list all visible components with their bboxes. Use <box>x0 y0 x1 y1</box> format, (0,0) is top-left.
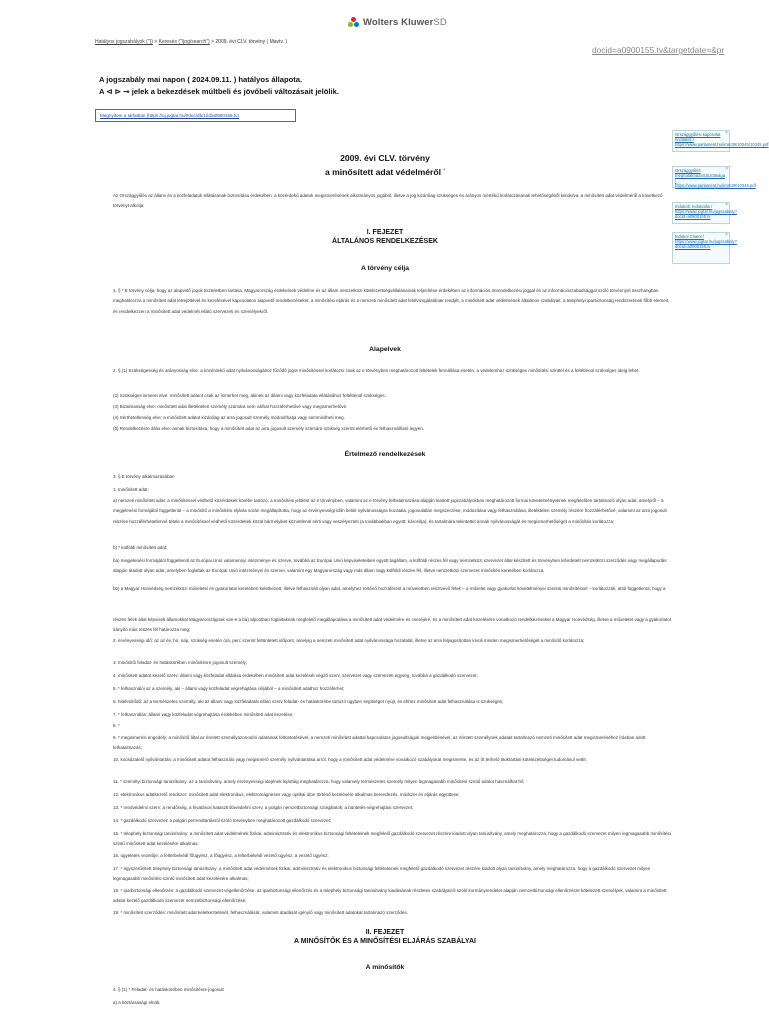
definition-1ba: ba) megjelenési formájától függetlenül az Európai Unió valamennyi intézménye és szerve, továbbá az Európai Unió képviseleteiben együtt tagállam, a külföldi részes fél vagy nemzetközi szervezet által készített és törvényben kihirdetett nemzetközi szerződés vagy megállapodás alapján átadott olyan adat, amelyben foglaltak az Európai Unió intézményei és szervei, valamint egy Magyarország vagy más állam vagy külföldi részes fél, illetve nemzetközi szervezet minősítés keretében korlátozza, <box>113 558 667 574</box>
state-line-2: A ⊲ ⊳ ⊸ jelek a bekezdések múltbeli és jövőbeli változásait jelölik. <box>99 87 339 96</box>
definition-1bb-cont: részes felek által képviselt államokkal Magyarországnak van-e a ba) alpontban foglaltaknak megfelelő megállapodása a minősített adat védelmére és cseréjére, és a minősített adat kezelésére vonatkozó rendelkezéseket a Magyar Honvédség, illetve a műveletet vagy a gyakorlatot irányító más részes fél határozza meg; <box>113 617 672 633</box>
definition-15: 15. * telephely biztonsági tanúsítvány: a minősített adat védelmének fizikai, adminisztratív és elektronikus biztonsági feltételeinek megfelelő gazdálkodó szervezet részére kiadott olyan tanúsítvány, amely meghatározza, hogy a gazdálkodó szervezet milyen legmagasabb minősítési szintű minősített adat kezelésére alkalmas; <box>113 831 671 847</box>
paragraph-2-item: (5) Rendelkezésre állás elve: annak biztosítása, hogy a minősített adat az arra jogosult személy számára szükség szerint elérhető és felhasználható legyen. <box>113 426 425 431</box>
paragraph-2-item: (2) Szükséges ismeret elve: minősített adatot csak az ismerhet meg, akinek az állami vagy közfeladata ellátásához feltétlenül szükséges. <box>113 393 386 398</box>
close-icon[interactable]: × <box>725 232 728 238</box>
law-title-subject: a minősített adat védelméről <box>324 166 442 177</box>
definition-17: 17. * egyszerűsített telephely biztonsági tanúsítvány: a minősített adat védelmének fizikai, adminisztratív és elektronikus biztonsági feltételeinek megfelelő gazdálkodó szervezet részére kiadott olyan tanúsítvány, amely meghatározza, hogy a gazdálkodó szervezet milyen legmagasabb minősítési szintű minősített adat kezelésére alkalmas; <box>113 866 651 882</box>
side-note-text: Országgyűlés meghatalmazott bizottsága / https://www.parlament.hu/irom39/10345.pdf <box>675 168 756 188</box>
close-icon[interactable]: × <box>725 130 728 136</box>
docid-link[interactable]: docid=a0900155.tv&targetdate=&pr <box>592 45 725 55</box>
definition-1bb: bb) a Magyar Honvédség nemzetközi műveletei és gyakorlatai keretében keletkezett, illetve felhasznált olyan adat, amelyhez történő hozzáférést a műveletben résztvevő felek – a művelet vagy gyakorlat követelményei szerinti minősítéssel – korlátozzák, attól függetlenül, hogy a <box>113 586 666 591</box>
definition-2: 2. érvényességi idő: az az év, hó, nap, szükség esetén óra, perc szerint feltüntetett időpont, amelyig a nemzeti minősített adat nyilvánossága hozatalát, illetve az arra feljogosítottan kívüli minden megismerhetőségét a minősítő korlátozza; <box>113 638 585 643</box>
section-heading-cel: A törvény célja <box>360 265 410 272</box>
side-note-text: Indokolt: Indokolás / https://www.jogtar.hu/jogszabaly?docid=a0900155.tv <box>675 204 737 219</box>
breadcrumb-sep: > <box>211 39 215 45</box>
breadcrumb-item-kereses[interactable]: Keresés ("/jog/search") <box>158 39 210 45</box>
definition-1b: b) * külföldi minősített adat: <box>113 545 168 550</box>
chapter-1-number: I. FEJEZET <box>366 229 404 236</box>
definition-6: 6. hitelesítődő: az a természetes személy, aki az állami vagy közfeladatát ellátó szerv feladat- és hatáskörébe tartozó ügyben segítséget nyújt, és ehhez minősített adat felhasználása is szükséges; <box>113 699 504 704</box>
definition-11: 11. * személyi biztonsági tanúsítvány: az a tanúsítvány, amely érvényességi idejének lejártáig meghatározza, hogy valamely természetes személy milyen legmagasabb minősítési szintű adatot használhat fel; <box>113 779 525 784</box>
footnote-mark[interactable]: * <box>443 167 445 172</box>
law-title-line-2 <box>95 164 675 178</box>
wolters-kluwer-logo-icon <box>348 17 359 28</box>
side-note-text: Országgyűlési kapcsolat hivatalos / https://www.parlament.hu/irom39/10345/10345.pdf <box>675 132 769 147</box>
paragraph-2-item: (4) Sérthetetlenség elve: a minősített adatot kizárólag az arra jogosult személy módosíthatja vagy semmisítheti meg. <box>113 415 345 420</box>
definition-7: 7. * felhasználás: állami vagy közfeladat végrehajtása érdekében minősített adat kezelése; <box>113 712 294 717</box>
side-note-3[interactable] <box>672 202 737 224</box>
brand-logo[interactable] <box>348 17 447 28</box>
definition-9: 9. * megismerési engedély: a minősítő által az érintett személyazonosító adatainak feltüntetésével, a nemzeti minősített adattal kapcsolatos jogosultságok megjelölésével, az érintett személynek adatait tartalmazó nemzeti minősített adat megismeréséhez írásban adott felhatalmazás; <box>113 735 646 751</box>
definition-1: 1. minősített adat: <box>113 487 149 492</box>
brand-name: Wolters KluwerSD <box>363 17 447 28</box>
close-icon[interactable]: × <box>725 202 728 208</box>
law-title <box>95 152 675 178</box>
section-heading-alapelvek: Alapelvek <box>369 346 401 353</box>
paragraph-4a: a) a köztársasági elnök, <box>113 1000 161 1005</box>
paragraph-3-head: 3. § E törvény alkalmazásában <box>113 474 175 479</box>
chapter-2-title: A MINŐSÍTŐK ÉS A MINŐSÍTÉSI ELJÁRÁS SZABÁLYAI <box>294 938 476 945</box>
law-title-line-1: 2009. évi CLV. törvény <box>340 153 430 163</box>
definition-1a: a) nemzeti minősített adat: a minősítéssel védhető közérdekek körébe tartozó, a minősítési jelölést az e törvényben, valamint az e törvény felhatalmazása alapján kiadott jogszabályokban meghatározott formai követelményeknek megfelelően tartalmazó olyan adat, amelyről – a megjelenési formájától függetlenül – a minősítő a minősítési eljárás során megállapította, hogy az érvényességi időn belüli nyilvánosságra hozatala, jogosulatlan megszerzése, módosítása vagy felhasználása, illetéktelen személy részére hozzáférhetővé, valamint az arra jogosult részére hozzáférhetetlenné tétele a minősítéssel védhető közérdekek közül bármelyiket közvetlenül sérti vagy veszélyezteti (a továbbiakban együtt: károsítja), és tartalmára tekintettel annak nyilvánosságát és megismerhetőségét a minősítés korlátozza; <box>113 498 667 524</box>
side-note-2[interactable] <box>672 166 756 188</box>
side-note-4[interactable] <box>672 232 737 264</box>
state-notice <box>99 74 339 98</box>
definition-8: 8. * <box>113 723 120 728</box>
breadcrumb <box>95 39 287 45</box>
definition-19: 19. * minősített szerződés: minősített adat keletkeztetését, felhasználását, valamint átadását igénylő vagy minősített adatokat tartalmazó szerződés. <box>113 910 408 915</box>
definition-5: 5. * felhasználói az a személy, aki – állami vagy közfeladat végrehajtása céljából – a minősített adathoz hozzáférhet; <box>113 686 345 691</box>
close-icon[interactable]: × <box>725 166 728 172</box>
paragraph-1: 1. § * E törvény célja, hogy az alapvető jogok tiszteletben tartása, Magyarország érdekeinek védelme és az állam nemzetközi kötelezettségvállalásainak teljesítése érdekében az információs önrendelkezési joggal és az információszabadsággal szóló törvénnyel összhangban meghatározza a minősített adat létrejöttével és kezelésével kapcsolatos alapvető rendelkezéseket, a minősítési eljárás és a nemzeti minősített adat felülvizsgálatának rendjét, a minősített adat védelmének általános szabályait, a telephelyi iparbiztonság rendszerének főbb elemeit, és rendelkezzen a minősített adat védelmét ellátó szervezeti és személyekről. <box>113 288 670 314</box>
definition-12: 12. elektronikus adatkezelő rendszer: minősített adat elektronikus, elektromágneses vagy optikai úton történő kezelésére alkalmas berendezés, módszer és eljárás együttese; <box>113 792 460 797</box>
breadcrumb-item-hatalyos[interactable]: Hatályos jogszabályok ("}) <box>95 39 153 45</box>
chapter-1-title: ÁLTALÁNOS RENDELKEZÉSEK <box>332 238 438 245</box>
definition-14: 14. * gazdálkodó szervezet: a polgári perrendtartásról szóló törvényben meghatározott gazdálkodó szervezet; <box>113 818 332 823</box>
chapter-2-heading <box>95 928 675 946</box>
breadcrumb-sep: > <box>154 39 158 45</box>
definition-13: 13. * rendvédelmi szerv: a rendőrség, a hivatásos katasztrófavédelmi szerv, a polgári nemzetbiztonsági szolgálatok, a büntetés-végrehajtási szervezet; <box>113 805 414 810</box>
definition-16: 16. ügyeletes vezetője: a felterbelvédi főügyész, a főügyész, a felterbelvédi vezető ügyész, a vezető ügyész; <box>113 853 329 858</box>
state-line-1: A jogszabály mai napon ( 2024.09.11. ) hatályos állapota. <box>99 75 303 84</box>
paragraph-2-item: (3) Bizalmasság elve: minősített adat illetéktelen személy számára nem válhat hozzáférhetővé vagy megismerhetővé. <box>113 404 348 409</box>
side-note-1[interactable] <box>672 130 769 152</box>
chapter-2-number: II. FEJEZET <box>365 929 405 936</box>
preamble: Az Országgyűlés az állami és a közfeladatok ellátásának biztosítása érdekében, a közérdekű adatok megismerésének alkotmányos jogából, illetve a jog kizárólag szükséges és arányos mértékű korlátozásának lehetőségéből kiindulva, a minősített adat védelméről a következő törvényt alkotja: <box>113 193 663 209</box>
section-heading-minositok: A minősítők <box>365 964 405 971</box>
section-heading-ertelmezo: Értelmező rendelkezések <box>344 451 426 458</box>
definition-4: 4. minősített adatot kezelő szerv: állami vagy közfeladat ellátása érdekében minősített adat kezelését végző szerv, szervezet vagy szervezeti egység, továbbá a gazdálkodó szervezet; <box>113 673 478 678</box>
chapter-1-heading <box>95 228 675 246</box>
paragraph-4: 4. § (1) * Feladat- és hatáskörében minősítésre jogosult <box>113 987 224 992</box>
paragraph-2: 2. § (1) Szükségesség és arányosság elve: a közérdekű adat nyilvánosságához fűződő jogot minősítéssel korlátozni csak az e törvényben meghatározott feltételek fennállása esetén, a védelemhez szükséges minősítési szinttel és a feltétlenül szükséges ideig lehet. <box>113 368 640 373</box>
breadcrumb-item-current: 2009. évi CLV. törvény ( Mavtv. ) <box>215 39 288 45</box>
definition-3: 3. minősítői feladat- és hatáskörében minősítésre jogosult személy; <box>113 660 248 665</box>
definition-18: 18. * iparbiztonsági ellenőrzés: a gazdálkodó szervezet végellenőrzése, az iparbiztonsági ellenőrzés és a telephely biztonsági tanúsítvány kiadásának részletes szabályairól szóló kormányrendelet alapján nemzetbiztonsági ellenőrzésre kötelezett személyek, valamint a minősített adatot kezelő gazdálkodó szervezet nemzetbiztonsági ellenőrzése; <box>113 888 667 904</box>
permalink-box[interactable]: Megnyitom a tárlatban (https://uj.jogtar.hu/#doc/db/1/id/a0900155.tv) <box>95 109 296 122</box>
definition-10: 10. kockázatelő nyilvántartás: a minősített adatot felhasználó vagy megismerő személy nyilvántartása arról, hogy a minősített adat védelmére vonatkozó szabályokat megismerte, és az őt terhelő titoktartási kötelezettséget tudomásul vette; <box>113 757 587 762</box>
side-note-text: Indokol Csatol / https://www.jogtar.hu/jogszabaly?docid=a0900155.tv <box>675 234 737 249</box>
